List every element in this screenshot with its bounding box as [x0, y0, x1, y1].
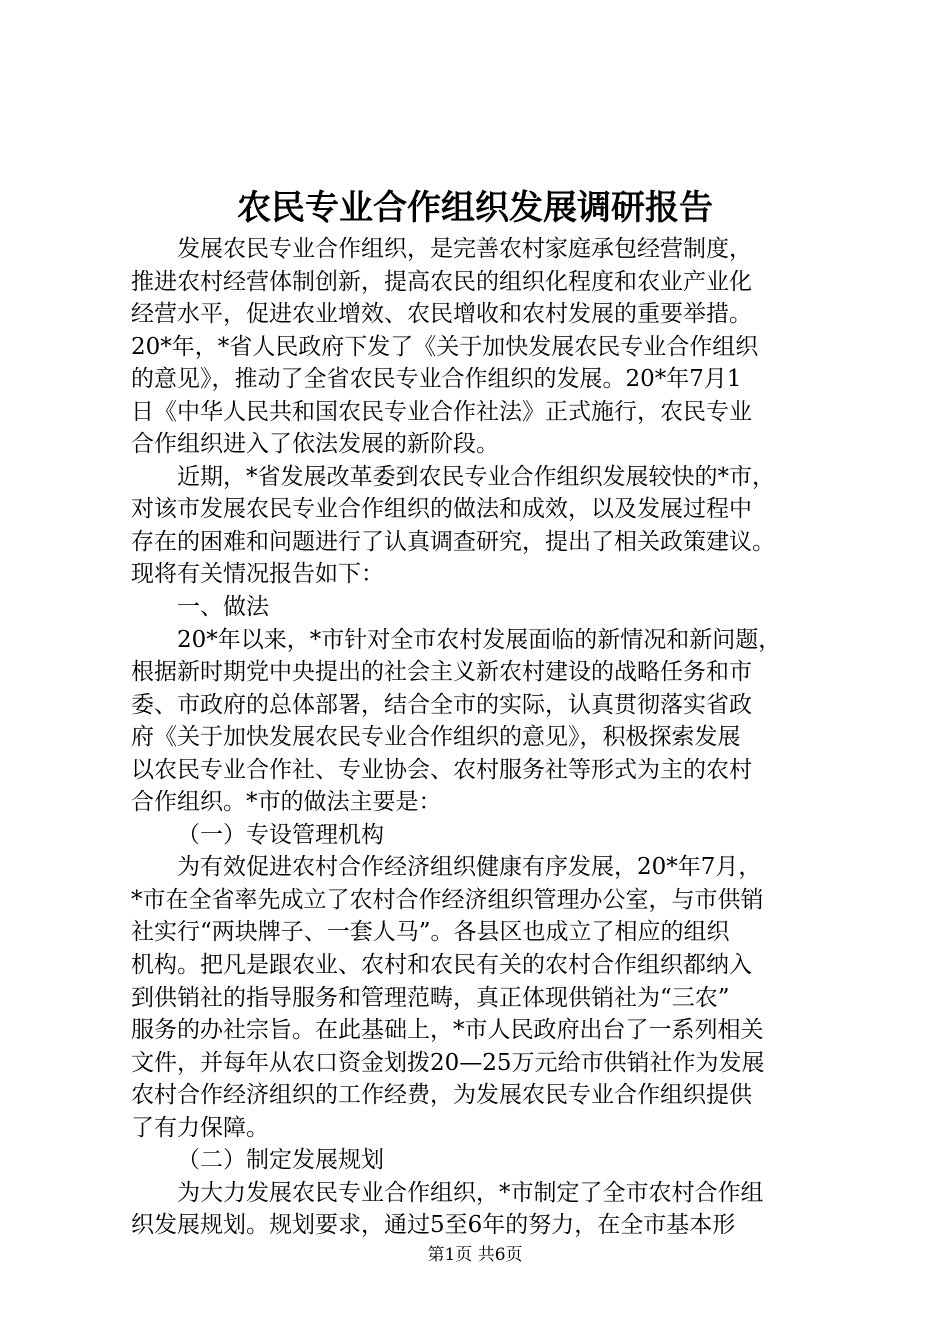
text-line: 20*年以来，*市针对全市农村发展面临的新情况和新问题， [177, 626, 782, 653]
text-line: 发展农民专业合作组织，是完善农村家庭承包经营制度， [177, 236, 752, 262]
text-line: 文件，并每年从农口资金划拨20—25万元给市供销社作为发展 [131, 1049, 765, 1076]
text-line: 近期，*省发展改革委到农民专业合作组织发展较快的*市， [177, 463, 775, 490]
text-line: 为大力发展农民专业合作组织，*市制定了全市农村合作组 [177, 1179, 764, 1206]
text-line: 府《关于加快发展农民专业合作组织的意见》，积极探索发展 [131, 724, 741, 751]
text-line: 根据新时期党中央提出的社会主义新农村建设的战略任务和市 [131, 659, 752, 686]
text-line: 以农民专业合作社、专业协会、农村服务社等形式为主的农村 [131, 756, 752, 783]
page-footer: 第1页 共6页 [427, 1245, 523, 1265]
text-line: 合作组织。*市的做法主要是： [131, 789, 442, 816]
text-line: 社实行“两块牌子、一套人马”。各县区也成立了相应的组织 [131, 919, 730, 946]
text-line: 推进农村经营体制创新，提高农民的组织化程度和农业产业化 [131, 268, 752, 295]
text-line: 合作组织进入了依法发展的新阶段。 [131, 431, 499, 458]
text-line: 经营水平，促进农业增效、农民增收和农村发展的重要举措。 [131, 301, 752, 328]
text-line: 为有效促进农村合作经济组织健康有序发展，20*年7月， [177, 854, 762, 881]
text-line: 存在的困难和问题进行了认真调查研究，提出了相关政策建议。 [131, 528, 775, 555]
text-line: *市在全省率先成立了农村合作经济组织管理办公室，与市供销 [131, 886, 764, 913]
text-line: 委、市政府的总体部署，结合全市的实际，认真贯彻落实省政 [131, 691, 752, 718]
text-line: 20*年，*省人民政府下发了《关于加快发展农民专业合作组织 [131, 333, 759, 360]
page-title: 农民专业合作组织发展调研报告 [237, 188, 713, 228]
text-line: （一）专设管理机构 [177, 821, 384, 848]
text-line: 现将有关情况报告如下： [131, 561, 384, 588]
text-line: 服务的办社宗旨。在此基础上，*市人民政府出台了一系列相关 [131, 1017, 764, 1044]
text-line: 了有力保障。 [131, 1114, 269, 1141]
text-line: 一、做法 [177, 594, 269, 621]
text-line: 织发展规划。规划要求，通过5至6年的努力，在全市基本形 [131, 1212, 736, 1239]
text-line: 对该市发展农民专业合作组织的做法和成效，以及发展过程中 [131, 496, 752, 523]
text-line: 机构。把凡是跟农业、农村和农民有关的农村合作组织都纳入 [131, 952, 752, 979]
document-body [131, 233, 851, 1242]
text-line: 日《中华人民共和国农民专业合作社法》正式施行，农民专业 [131, 398, 752, 425]
text-line: 的意见》，推动了全省农民专业合作组织的发展。20*年7月1 [131, 366, 742, 393]
text-line: 到供销社的指导服务和管理范畴，真正体现供销社为“三农” [131, 984, 730, 1011]
text-line: （二）制定发展规划 [177, 1147, 384, 1174]
text-line: 农村合作经济组织的工作经费，为发展农民专业合作组织提供 [131, 1082, 752, 1109]
